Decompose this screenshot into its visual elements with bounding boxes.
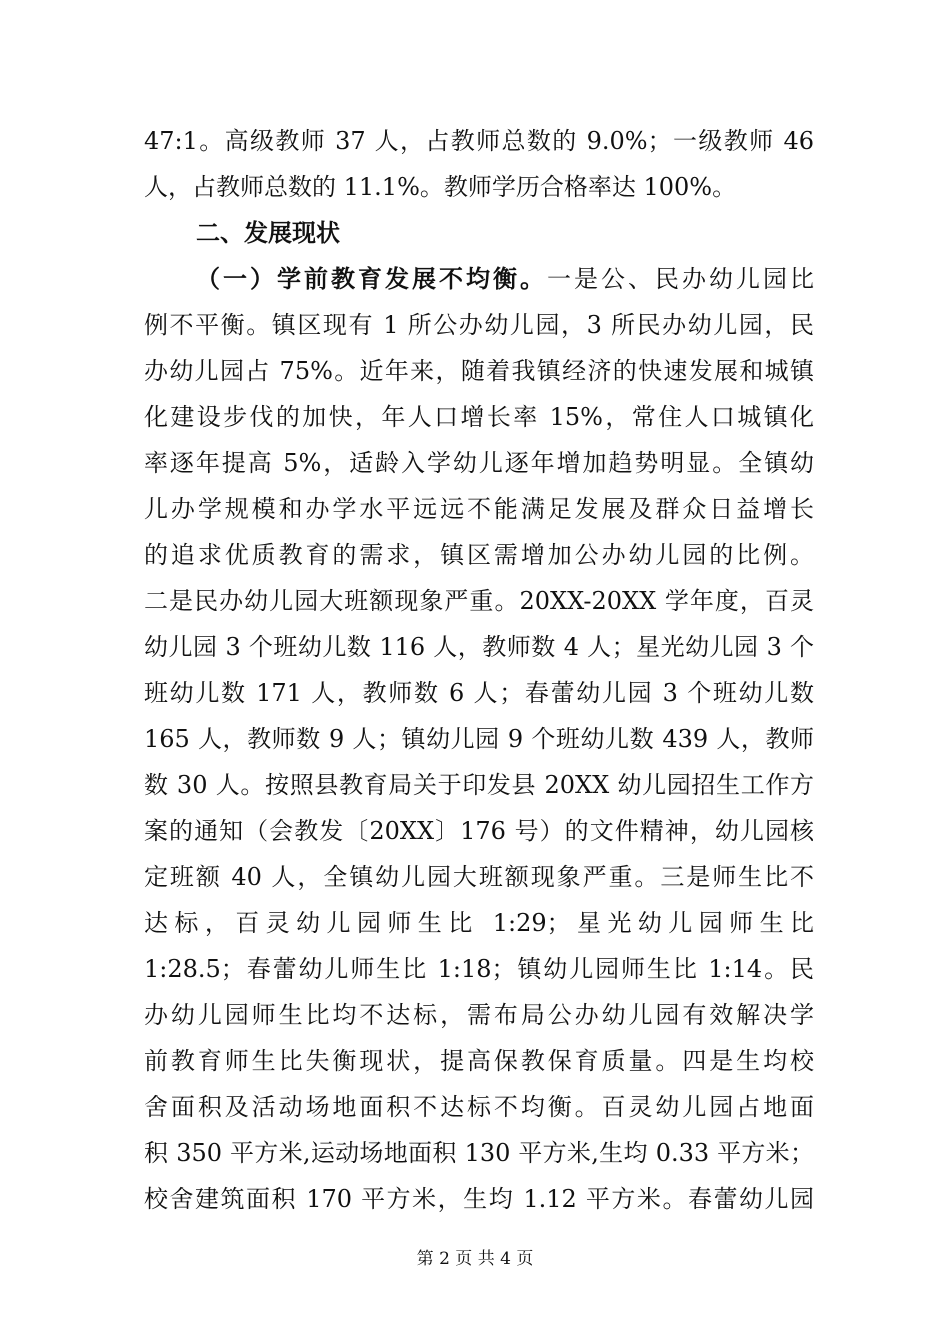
body-line: 二是民办幼儿园大班额现象严重。20XX-20XX 学年度，百灵: [144, 587, 814, 615]
body-line: 舍面积及活动场地面积不达标不均衡。百灵幼儿园占地面: [144, 1093, 814, 1121]
body-line: 案的通知（会教发〔20XX〕176 号）的文件精神，幼儿园核: [144, 817, 814, 845]
body-line: 校舍建筑面积 170 平方米，生均 1.12 平方米。春蕾幼儿园: [144, 1185, 814, 1213]
body-line: 达标，百灵幼儿园师生比 1:29；星光幼儿园师生比: [144, 909, 814, 937]
body-line: 前教育师生比失衡现状，提高保教保育质量。四是生均校: [144, 1047, 814, 1075]
body-line: 47:1。高级教师 37 人，占教师总数的 9.0%；一级教师 46: [144, 127, 814, 155]
body-line: 积 350 平方米,运动场地面积 130 平方米,生均 0.33 平方米；: [144, 1139, 814, 1167]
body-line: 化建设步伐的加快，年人口增长率 15%，常住人口城镇化: [144, 403, 814, 431]
body-text: 一是公、民办幼儿园比: [547, 265, 814, 293]
page-number-footer: 第 2 页 共 4 页: [416, 1249, 534, 1269]
body-line: 数 30 人。按照县教育局关于印发县 20XX 幼儿园招生工作方: [144, 771, 814, 799]
body-line: 率逐年提高 5%，适龄入学幼儿逐年增加趋势明显。全镇幼: [144, 449, 814, 477]
subsection-heading: （一）学前教育发展不均衡。: [196, 265, 547, 293]
body-line: 办幼儿园占 75%。近年来，随着我镇经济的快速发展和城镇: [144, 357, 814, 385]
document-body: [144, 118, 814, 1222]
body-line: 定班额 40 人，全镇幼儿园大班额现象严重。三是师生比不: [144, 863, 814, 891]
body-line: 办幼儿园师生比均不达标，需布局公办幼儿园有效解决学: [144, 1001, 814, 1029]
body-line: 人，占教师总数的 11.1%。教师学历合格率达 100%。: [144, 173, 737, 201]
body-line: 例不平衡。镇区现有 1 所公办幼儿园，3 所民办幼儿园，民: [144, 311, 814, 339]
section-heading: 二、发展现状: [196, 219, 340, 247]
body-line: 165 人，教师数 9 人；镇幼儿园 9 个班幼儿数 439 人，教师: [144, 725, 814, 753]
body-line: 幼儿园 3 个班幼儿数 116 人，教师数 4 人；星光幼儿园 3 个: [144, 633, 814, 661]
body-line: 的追求优质教育的需求，镇区需增加公办幼儿园的比例。: [144, 541, 814, 569]
body-line: 1:28.5；春蕾幼儿师生比 1:18；镇幼儿园师生比 1:14。民: [144, 955, 814, 983]
body-line: 儿办学规模和办学水平远远不能满足发展及群众日益增长: [144, 495, 814, 523]
body-line: 班幼儿数 171 人，教师数 6 人；春蕾幼儿园 3 个班幼儿数: [144, 679, 814, 707]
body-line: [144, 256, 814, 302]
